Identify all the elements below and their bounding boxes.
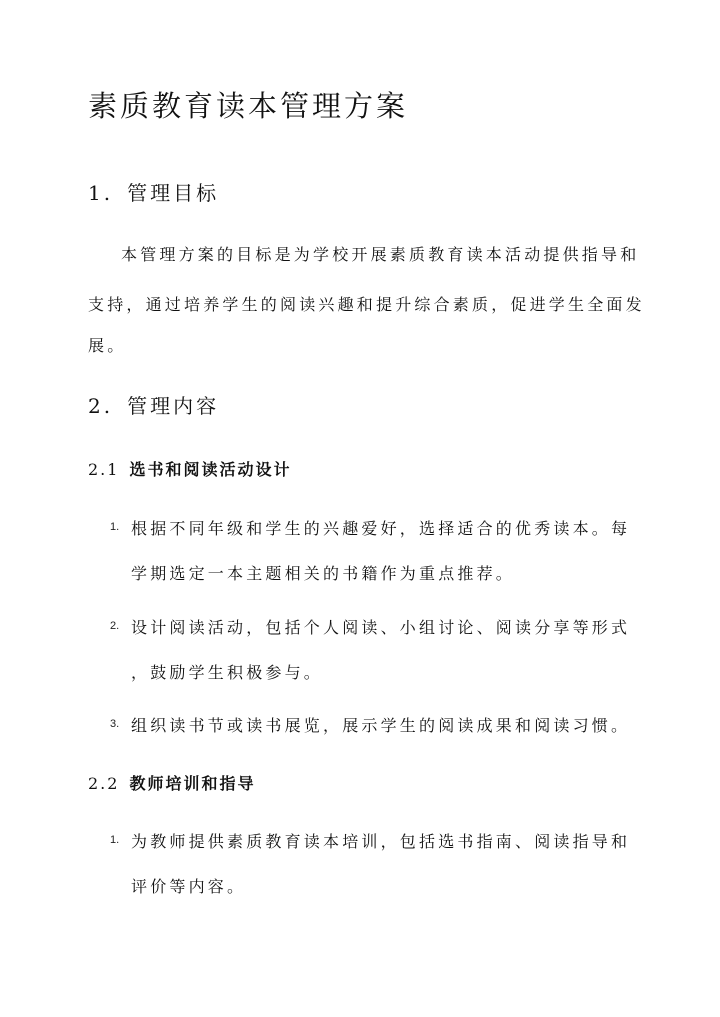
subsection-heading-teacher-training bbox=[88, 771, 255, 794]
section-title: 管理内容 bbox=[127, 394, 220, 418]
section-number: 1. bbox=[88, 181, 114, 205]
list-marker: 3. bbox=[110, 718, 120, 730]
section-title: 管理目标 bbox=[127, 181, 220, 205]
list-item-line: ，鼓励学生积极参与。 bbox=[131, 663, 324, 682]
list-item-line: 为教师提供素质教育读本培训，包括选书指南、阅读指导和 bbox=[131, 832, 631, 851]
list-item-line: 组织读书节或读书展览，展示学生的阅读成果和阅读习惯。 bbox=[131, 716, 631, 735]
paragraph-line: 展。 bbox=[88, 336, 127, 355]
paragraph-line: 支持，通过培养学生的阅读兴趣和提升综合素质，促进学生全面发 bbox=[88, 295, 645, 314]
list-marker: 1. bbox=[110, 834, 120, 846]
paragraph-line: 本管理方案的目标是为学校开展素质教育读本活动提供指导和 bbox=[121, 245, 640, 264]
list-item-line: 学期选定一本主题相关的书籍作为重点推荐。 bbox=[131, 564, 516, 583]
section-number: 2. bbox=[88, 394, 114, 418]
subsection-title: 选书和阅读活动设计 bbox=[129, 460, 292, 479]
section-heading-content bbox=[88, 390, 219, 419]
section-heading-goals bbox=[88, 177, 219, 206]
document-title: 素质教育读本管理方案 bbox=[88, 89, 409, 123]
subsection-number: 2.1 bbox=[88, 460, 120, 479]
list-item-line: 设计阅读活动，包括个人阅读、小组讨论、阅读分享等形式 bbox=[131, 618, 631, 637]
subsection-number: 2.2 bbox=[88, 774, 120, 793]
list-marker: 1. bbox=[110, 521, 120, 533]
list-marker: 2. bbox=[110, 620, 120, 632]
subsection-heading-book-selection bbox=[88, 457, 291, 480]
list-item-line: 评价等内容。 bbox=[131, 877, 247, 896]
subsection-title: 教师培训和指导 bbox=[129, 774, 256, 793]
list-item-line: 根据不同年级和学生的兴趣爱好，选择适合的优秀读本。每 bbox=[131, 519, 631, 538]
